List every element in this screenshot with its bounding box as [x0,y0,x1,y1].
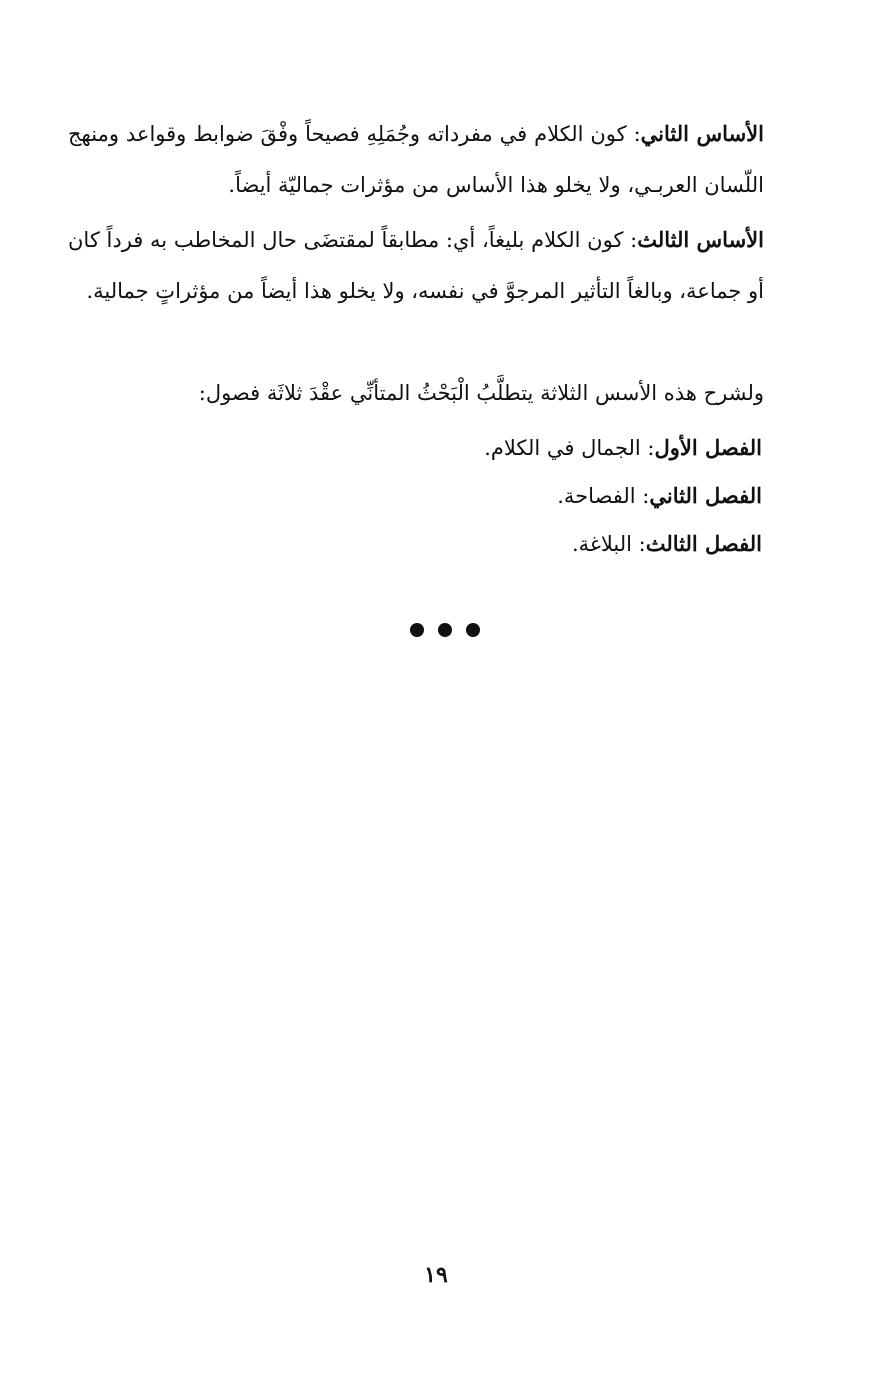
separator-dot [410,623,424,637]
chapter-label: الفصل الأول [654,435,762,460]
chapter-title: : البلاغة. [571,532,646,556]
paragraph-text: : كون الكلام في مفرداته وجُمَلِهِ فصيحاً وفْقَ ضوابط وقواعد ومنهج اللّسان العربـي، ولا يخلو هذا الأساس من مؤثرات جماليّة أيضاً. [68,122,764,197]
paragraph-chapters-intro [100,368,764,419]
chapter-title: : الجمال في الكلام. [484,436,655,460]
paragraph-text: ولشرح هذه الأسس الثلاثة يتطلَّبُ الْبَحْثُ المتأنِّي عقْدَ ثلاثَة فصول: [198,381,764,405]
chapter-item [484,520,762,568]
paragraph-second-foundation [68,108,764,211]
paragraph-third-foundation [68,214,764,317]
chapter-label: الفصل الثالث [645,531,762,556]
paragraph-text: : كون الكلام بليغاً، أي: مطابقاً لمقتضَى حال المخاطب به فرداً كان أو جماعة، وبالغاً التأثير المرجوَّ في نفسه، ولا يخلو هذا أيضاً من مؤثراتٍ جمالية. [68,228,764,303]
separator-dot [438,623,452,637]
paragraph-label: الأساس الثالث [637,227,764,252]
chapter-label: الفصل الثاني [649,483,762,508]
section-separator [410,622,480,638]
chapter-title: : الفصاحة. [557,484,650,508]
chapter-list [484,424,762,568]
chapter-item [484,424,762,472]
paragraph-label: الأساس الثاني [640,121,764,146]
page-number: ١٩ [424,1262,448,1288]
chapter-item [484,472,762,520]
separator-dot [466,623,480,637]
